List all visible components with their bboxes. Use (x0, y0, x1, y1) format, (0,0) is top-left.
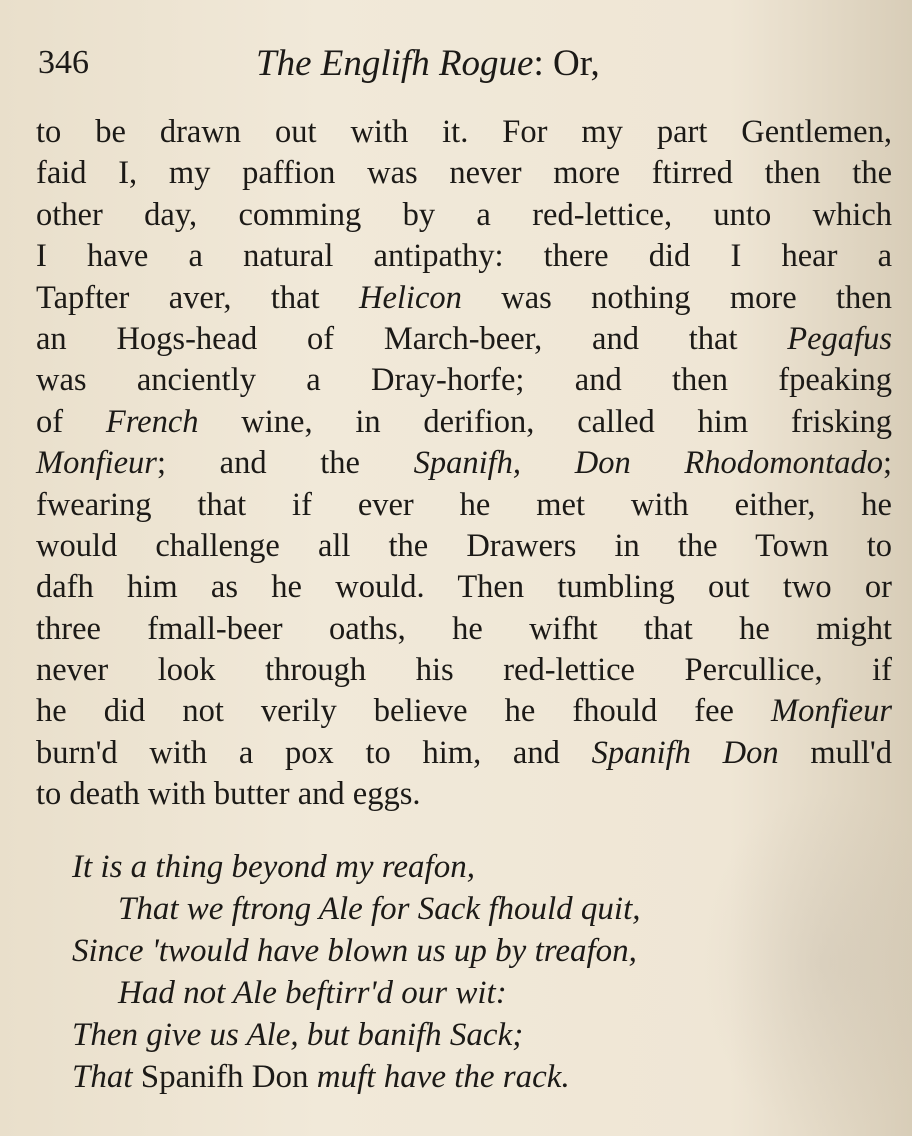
text-segment: fwearing that if ever he met with either, he (36, 486, 892, 523)
text-segment: burn'd with a pox to him, and (36, 734, 592, 771)
roman-text: Spanifh Don (140, 1059, 309, 1095)
italic-text: Spanifh, Don Rhodomontado (413, 445, 883, 482)
text-segment: faid I, my paffion was never more ftirred then the (36, 155, 892, 192)
verse-text: Then give us Ale, but banifh Sack; (72, 1017, 524, 1053)
text-segment: mull'd (778, 734, 893, 771)
text-segment: I have a natural antipathy: there did I hear a (36, 238, 892, 275)
prose-line (36, 650, 892, 691)
prose-line (36, 485, 892, 526)
verse-text: That we ftrong Ale for Sack fhould quit, (118, 891, 641, 927)
prose-line (36, 195, 892, 236)
text-segment: other day, comming by a red-lettice, unto which (36, 196, 892, 233)
verse-text: muft have the rack. (308, 1059, 570, 1095)
running-title-italic: The Englifh Rogue (256, 43, 534, 84)
verse-text: That (72, 1059, 141, 1095)
verse-line (72, 1014, 872, 1056)
prose-line (36, 236, 892, 277)
prose-line (36, 278, 892, 319)
prose-line (36, 526, 892, 567)
verse-line (72, 888, 872, 930)
verse-text: Since 'twould have blown us up by treafon, (72, 933, 637, 969)
italic-text: Spanifh Don (591, 734, 779, 771)
prose-line (36, 360, 892, 401)
text-segment: an Hogs-head of March-beer, and that (36, 320, 788, 357)
text-segment: ; and the (156, 445, 414, 482)
text-segment: would challenge all the Drawers in the Town to (36, 527, 892, 564)
verse-line (72, 930, 872, 972)
prose-line (36, 691, 892, 732)
text-segment: of (36, 403, 106, 440)
prose-line (36, 609, 892, 650)
prose-line (36, 153, 892, 194)
prose-line (36, 733, 892, 774)
verse-line (72, 846, 872, 888)
italic-text: French (105, 403, 199, 440)
prose-line (36, 567, 892, 608)
verse-stanza (72, 846, 872, 1098)
prose-line (36, 443, 892, 484)
text-segment: to death with butter and eggs. (36, 776, 421, 813)
prose-line (36, 319, 892, 360)
italic-text: Pegafus (787, 320, 892, 357)
verse-line (72, 972, 872, 1014)
text-segment: he did not verily believe he fhould fee (36, 693, 772, 730)
verse-text: It is a thing beyond my reafon, (72, 849, 475, 885)
text-segment: Tapfter aver, that (36, 279, 359, 316)
text-segment: wine, in derifion, called him frisking (198, 403, 892, 440)
text-segment: to be drawn out with it. For my part Gentlemen, (36, 114, 892, 150)
running-title-suffix: : Or, (533, 43, 600, 84)
text-segment: never look through his red-lettice Percullice, if (36, 652, 892, 689)
text-segment: ; (882, 445, 892, 482)
running-title (256, 42, 600, 85)
text-segment: three fmall-beer oaths, he wifht that he might (36, 610, 892, 647)
running-header (38, 38, 898, 88)
text-segment: was nothing more then (461, 279, 892, 316)
prose-line (36, 112, 892, 153)
text-segment: was anciently a Dray-horfe; and then fpeaking (36, 362, 892, 399)
page-number: 346 (38, 44, 89, 81)
verse-text: Had not Ale beftirr'd our wit: (118, 975, 507, 1011)
verse-line (72, 1056, 872, 1098)
text-segment: dafh him as he would. Then tumbling out two or (36, 569, 892, 606)
prose-line (36, 402, 892, 443)
italic-text: Monfieur (36, 445, 157, 482)
prose-paragraph (36, 112, 892, 816)
italic-text: Monfieur (771, 693, 892, 730)
italic-text: Helicon (358, 279, 462, 316)
prose-line (36, 774, 892, 815)
